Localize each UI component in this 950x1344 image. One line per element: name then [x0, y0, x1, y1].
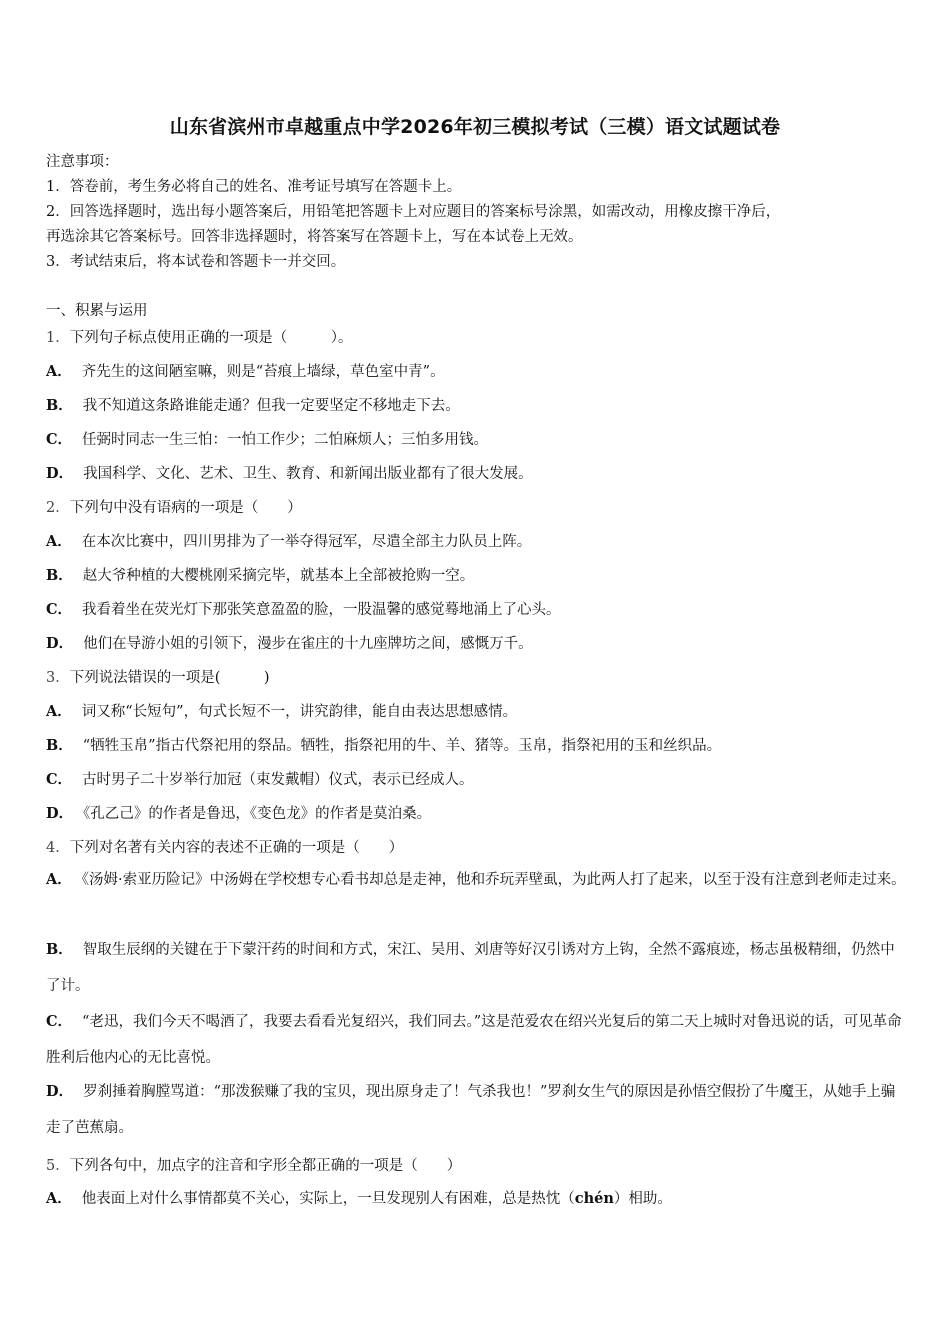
option-label: D． — [46, 805, 74, 822]
option-text: 齐先生的这间陋室嘛，则是“苔痕上墙绿，草色室中青”。 — [81, 364, 445, 380]
option-text: 赵大爷种植的大樱桃刚采摘完毕，就基本上全部被抢购一空。 — [82, 568, 475, 584]
notes-item: 再选涂其它答案标号。回答非选择题时，将答案写在答题卡上，写在本试卷上无效。 — [46, 229, 583, 245]
question-text: 下列句子标点使用正确的一项是（ ）。 — [69, 330, 353, 346]
answer-option — [46, 1004, 908, 1076]
question-text: 下列说法错误的一项是( ) — [69, 670, 270, 686]
question-stem — [46, 496, 302, 517]
option-text: “牺牲玉帛”指古代祭祀用的祭品。牺牲，指祭祀用的牛、羊、猪等。玉帛，指祭祀用的玉和丝织品。 — [82, 738, 722, 754]
question-text: 下列对名著有关内容的表述不正确的一项是（ ） — [69, 840, 404, 856]
option-label: A． — [46, 363, 72, 380]
option-label: B． — [46, 737, 73, 754]
option-label: A． — [46, 1190, 72, 1207]
option-label: A． — [46, 703, 72, 720]
option-text: 我看着坐在荧光灯下那张笑意盈盈的脸，一股温馨的感觉蓦地涌上了心头。 — [82, 602, 561, 618]
answer-option — [46, 1074, 908, 1146]
option-text: 我国科学、文化、艺术、卫生、教育、和新闻出版业都有了很大发展。 — [83, 466, 533, 482]
answer-option — [46, 632, 533, 653]
answer-option — [46, 1187, 672, 1208]
notes-heading: 注意事项： — [46, 154, 119, 170]
question-stem — [46, 1154, 461, 1175]
option-text: 词又称“长短句”，句式长短不一，讲究韵律，能自由表达思想感情。 — [81, 704, 518, 720]
option-text-tail: ）相助。 — [613, 1191, 672, 1207]
answer-option — [46, 862, 908, 898]
answer-option — [46, 394, 460, 415]
option-label: B． — [46, 397, 73, 414]
option-label: D． — [46, 1083, 74, 1100]
option-label: B． — [46, 567, 73, 584]
option-text: “老迅，我们今天不喝酒了，我要去看看光复绍兴，我们同去。”这是范爱农在绍兴光复后的第二天上城时对鲁迅说的话，可见革命胜利后他内心的无比喜悦。 — [46, 1014, 902, 1066]
notes-block — [46, 150, 908, 275]
question-stem — [46, 836, 403, 857]
question-number: 2． — [46, 500, 70, 516]
question-text: 下列各句中，加点字的注音和字形全都正确的一项是（ ） — [69, 1158, 462, 1174]
answer-option — [46, 734, 721, 755]
question-number: 4． — [46, 840, 70, 856]
answer-option — [46, 564, 474, 585]
question-stem — [46, 326, 352, 347]
answer-option — [46, 428, 488, 449]
option-label: D． — [46, 635, 74, 652]
answer-option — [46, 768, 474, 789]
answer-option — [46, 462, 533, 483]
option-text: 在本次比赛中，四川男排为了一举夺得冠军，尽遣全部主力队员上阵。 — [81, 534, 532, 550]
answer-option — [46, 530, 531, 551]
question-number: 3． — [46, 670, 70, 686]
option-text: 任弼时同志一生三怕：一怕工作少；二怕麻烦人；三怕多用钱。 — [82, 432, 489, 448]
option-text: 智取生辰纲的关键在于下蒙汗药的时间和方式，宋江、吴用、刘唐等好汉引诱对方上钩，全然不露痕迹，杨志虽极精细，仍然中了计。 — [46, 942, 895, 994]
option-label: A． — [46, 871, 72, 888]
answer-option — [46, 802, 431, 823]
option-text: 我不知道这条路谁能走通？但我一定要坚定不移地走下去。 — [82, 398, 460, 414]
question-number: 1． — [46, 330, 70, 346]
option-text: 他表面上对什么事情都莫不关心，实际上，一旦发现别人有困难，总是热忱（ — [81, 1191, 575, 1207]
question-text: 下列句中没有语病的一项是（ ） — [69, 500, 302, 516]
question-stem — [46, 666, 270, 687]
answer-option — [46, 598, 561, 619]
answer-option — [46, 360, 445, 381]
section-heading: 一、积累与运用 — [46, 303, 148, 319]
option-label: D． — [46, 465, 74, 482]
question-number: 5． — [46, 1158, 70, 1174]
page-title: 山东省滨州市卓越重点中学2026年初三模拟考试（三模）语文试题试卷 — [169, 116, 781, 138]
answer-option — [46, 932, 908, 1004]
option-label: C． — [46, 1013, 73, 1030]
pinyin-annotation: chén — [574, 1190, 614, 1207]
answer-option — [46, 700, 517, 721]
option-label: B． — [46, 941, 73, 958]
option-text: 古时男子二十岁举行加冠（束发戴帽）仪式，表示已经成人。 — [82, 772, 474, 788]
option-label: C． — [46, 771, 73, 788]
option-text: 《孔乙己》的作者是鲁迅，《变色龙》的作者是莫泊桑。 — [83, 806, 432, 822]
option-label: C． — [46, 431, 73, 448]
option-label: A． — [46, 533, 72, 550]
notes-item: 2．回答选择题时，选出每小题答案后，用铅笔把答题卡上对应题目的答案标号涂黑，如需改动，用橡皮擦干净后， — [46, 204, 781, 220]
notes-item: 3．考试结束后，将本试卷和答题卡一并交回。 — [46, 254, 346, 270]
option-text: 罗刹捶着胸膛骂道：“那泼猴赚了我的宝贝，现出原身走了！气杀我也！”罗刹女生气的原因是孙悟空假扮了牛魔王，从她手上骗走了芭蕉扇。 — [46, 1084, 896, 1136]
notes-item: 1．答卷前，考生务必将自己的姓名、准考证号填写在答题卡上。 — [46, 179, 462, 195]
option-text: 《汤姆·索亚历险记》中汤姆在学校想专心看书却总是走神，他和乔玩弄壁虱，为此两人打了起来，以至于没有注意到老师走过来。 — [81, 872, 906, 888]
option-text: 他们在导游小姐的引领下，漫步在雀庄的十九座牌坊之间，感慨万千。 — [83, 636, 533, 652]
option-label: C． — [46, 601, 73, 618]
